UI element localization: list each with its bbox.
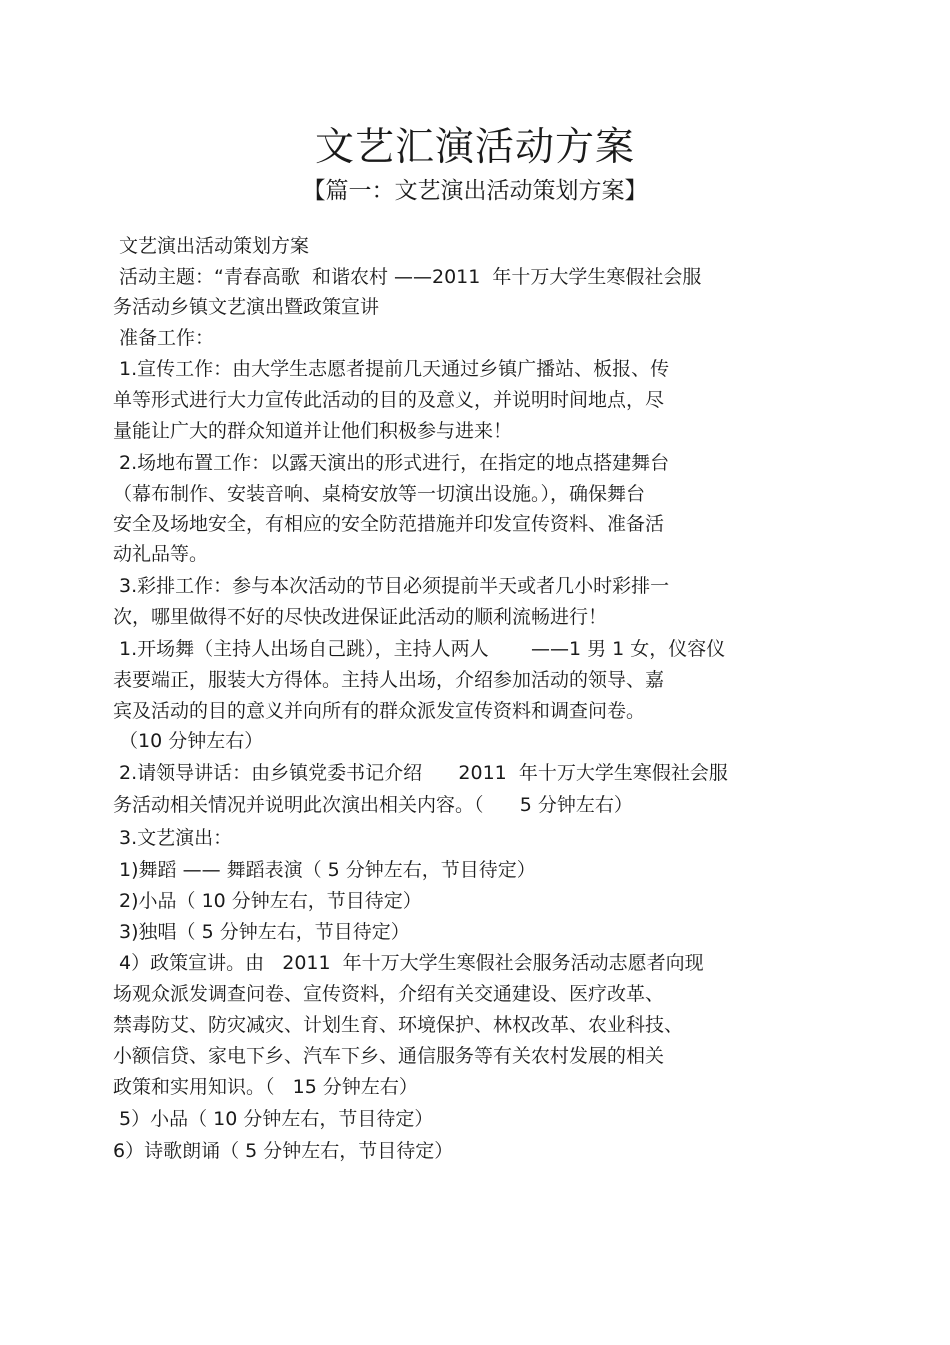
document-title: 文艺汇演活动方案	[314, 125, 635, 170]
body-line: 1)舞蹈 —— 舞蹈表演（ 5 分钟左右，节目待定）	[113, 859, 536, 881]
body-line: 5）小品（ 10 分钟左右，节目待定）	[113, 1108, 434, 1130]
body-line: 3)独唱（ 5 分钟左右，节目待定）	[113, 921, 410, 943]
body-line: 量能让广大的群众知道并让他们积极参与进来！	[113, 420, 513, 442]
body-line: 政策和实用知识。（ 15 分钟左右）	[113, 1076, 418, 1098]
body-line: 场观众派发调查问卷、宣传资料，介绍有关交通建设、医疗改革、	[113, 983, 665, 1005]
body-line: 安全及场地安全，有相应的安全防范措施并印发宣传资料、准备活	[113, 513, 665, 535]
body-line: 1.开场舞（主持人出场自己跳），主持人两人 ——1 男 1 女，仪容仪	[113, 638, 726, 660]
body-line: 务活动乡镇文艺演出暨政策宣讲	[113, 296, 380, 318]
body-line: 6）诗歌朗诵（ 5 分钟左右，节目待定）	[113, 1140, 454, 1162]
body-line: 活动主题：“青春高歌 和谐农村 ——2011 年十万大学生寒假社会服	[113, 266, 702, 288]
body-line: （10 分钟左右）	[113, 730, 264, 752]
body-line: 表要端正，服装大方得体。主持人出场，介绍参加活动的领导、嘉	[113, 669, 665, 691]
body-line: 单等形式进行大力宣传此活动的目的及意义，并说明时间地点，尽	[113, 389, 665, 411]
body-line: 1.宣传工作：由大学生志愿者提前几天通过乡镇广播站、板报、传	[113, 358, 670, 380]
body-line: 务活动相关情况并说明此次演出相关内容。（ 5 分钟左右）	[113, 794, 633, 816]
body-line: 动礼品等。	[113, 543, 209, 565]
body-line: 小额信贷、家电下乡、汽车下乡、通信服务等有关农村发展的相关	[113, 1045, 665, 1067]
document-subtitle: 【篇一：文艺演出活动策划方案】	[302, 178, 648, 204]
body-line: 准备工作：	[113, 327, 215, 349]
body-line: 2)小品（ 10 分钟左右，节目待定）	[113, 890, 422, 912]
body-line: 2.请领导讲话：由乡镇党委书记介绍 2011 年十万大学生寒假社会服	[113, 762, 728, 784]
body-line: （幕布制作、安装音响、桌椅安放等一切演出设施。），确保舞台	[113, 483, 646, 505]
body-line: 3.文艺演出：	[113, 827, 233, 849]
body-line: 次，哪里做得不好的尽快改进保证此活动的顺利流畅进行！	[113, 606, 608, 628]
body-line: 4）政策宣讲。由 2011 年十万大学生寒假社会服务活动志愿者向现	[113, 952, 704, 974]
body-line: 宾及活动的目的意义并向所有的群众派发宣传资料和调查问卷。	[113, 700, 646, 722]
body-line: 2.场地布置工作：以露天演出的形式进行，在指定的地点搭建舞台	[113, 452, 670, 474]
body-line: 文艺演出活动策划方案	[113, 235, 310, 257]
body-line: 禁毒防艾、防灾减灾、计划生育、环境保护、林权改革、农业科技、	[113, 1014, 684, 1036]
body-line: 3.彩排工作：参与本次活动的节目必须提前半天或者几小时彩排一	[113, 575, 670, 597]
